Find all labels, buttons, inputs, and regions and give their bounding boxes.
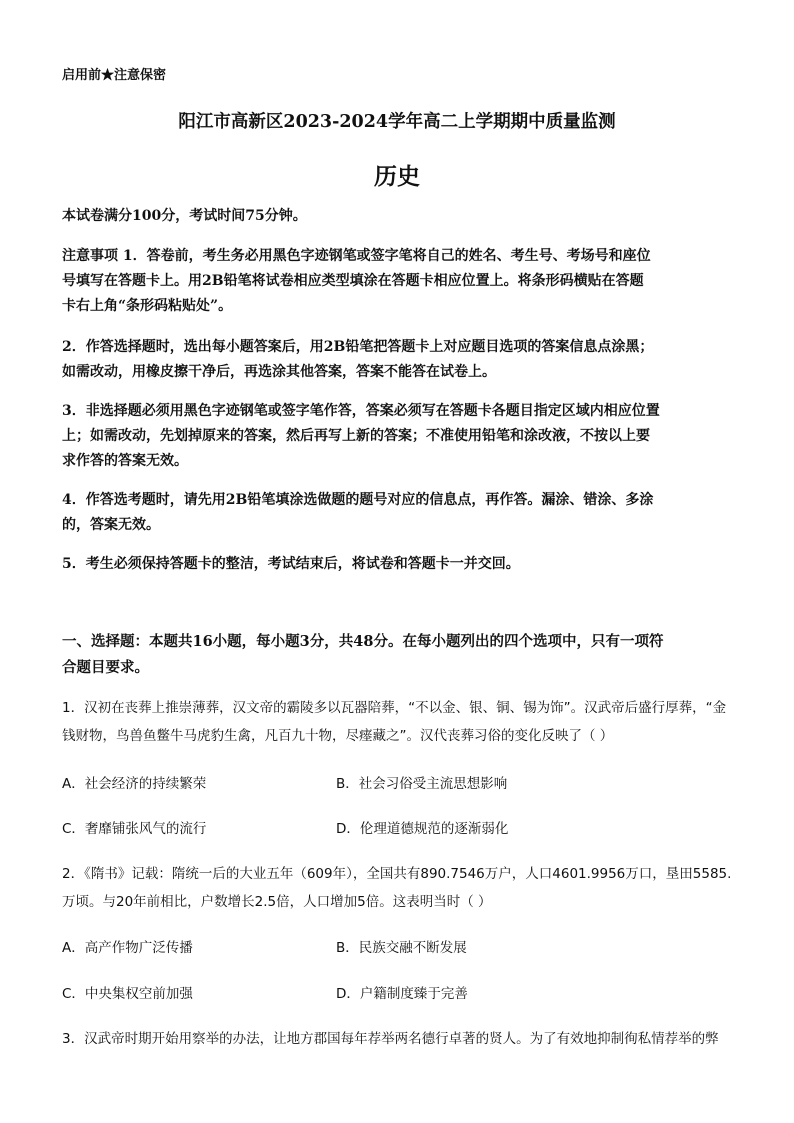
notes-line: 上；如需改动，先划掉原来的答案，然后再写上新的答案；不准使用铅笔和涂改液，不按以上要: [62, 428, 650, 444]
question-stem-line: 3．汉武帝时期开始用察举的办法，让地方郡国每年荐举两名德行卓著的贤人。为了有效地抑制徇私情荐举的弊: [62, 1031, 719, 1047]
exam-title: 阳江市高新区2023-2024学年高二上学期期中质量监测: [178, 112, 616, 132]
notes-line: 的，答案无效。: [62, 517, 160, 533]
notes-line: 3．非选择题必须用黑色字迹钢笔或签字笔作答，答案必须写在答题卡各题目指定区域内相应位置: [62, 403, 660, 419]
option-c: C．奢靡铺张风气的流行: [62, 821, 207, 837]
option-b: B．民族交融不断发展: [336, 940, 467, 956]
notes-line: 号填写在答题卡上。用2B铅笔将试卷相应类型填涂在答题卡相应位置上。将条形码横贴在答题: [62, 273, 644, 289]
option-c: C．中央集权空前加强: [62, 986, 193, 1002]
question-stem-line: 2．《隋书》记载：隋统一后的大业五年（609年），全国共有890.7546万户，人口4601.9956万口，垦田5585.: [62, 866, 732, 882]
notes-line: 卡右上角“条形码粘贴处”。: [62, 298, 233, 314]
notes-line: 注意事项 1．答卷前，考生务必用黑色字迹钢笔或签字笔将自己的姓名、考生号、考场号和座位: [62, 248, 651, 264]
notes-line: 如需改动，用橡皮擦干净后，再选涂其他答案，答案不能答在试卷上。: [62, 364, 496, 380]
option-d: D．伦理道德规范的逐渐弱化: [336, 821, 509, 837]
option-a: A．社会经济的持续繁荣: [62, 776, 207, 792]
question-stem-line: 万顷。与20年前相比，户数增长2.5倍，人口增加5倍。这表明当时（ ）: [62, 894, 492, 910]
notes-line: 求作答的答案无效。: [62, 453, 188, 469]
option-d: D．户籍制度臻于完善: [336, 986, 468, 1002]
notes-line: 2．作答选择题时，选出每小题答案后，用2B铅笔把答题卡上对应题目选项的答案信息点涂黑；: [62, 339, 654, 355]
question-stem-line: 1．汉初在丧葬上推崇薄葬，汉文帝的霸陵多以瓦器陪葬，“不以金、银、铜、锡为饰”。汉武帝后盛行厚葬，“金: [62, 700, 727, 716]
option-a: A．高产作物广泛传播: [62, 940, 193, 956]
subject-title: 历史: [374, 163, 420, 190]
confidential-label: 启用前★注意保密: [62, 68, 167, 83]
exam-intro: 本试卷满分100分，考试时间75分钟。: [62, 208, 307, 224]
option-b: B．社会习俗受主流思想影响: [336, 776, 508, 792]
section-line: 一、选择题：本题共16小题，每小题3分，共48分。在每小题列出的四个选项中，只有一项符: [62, 633, 664, 650]
notes-line: 4．作答选考题时，请先用2B铅笔填涂选做题的题号对应的信息点，再作答。漏涂、错涂、多涂: [62, 492, 654, 508]
notes-line: 5．考生必须保持答题卡的整洁，考试结束后，将试卷和答题卡一并交回。: [62, 556, 520, 572]
question-stem-line: 钱财物，鸟兽鱼鳖牛马虎豹生禽，凡百九十物，尽瘗藏之”。汉代丧葬习俗的变化反映了（ ）: [62, 728, 614, 744]
section-line: 合题目要求。: [62, 659, 149, 676]
